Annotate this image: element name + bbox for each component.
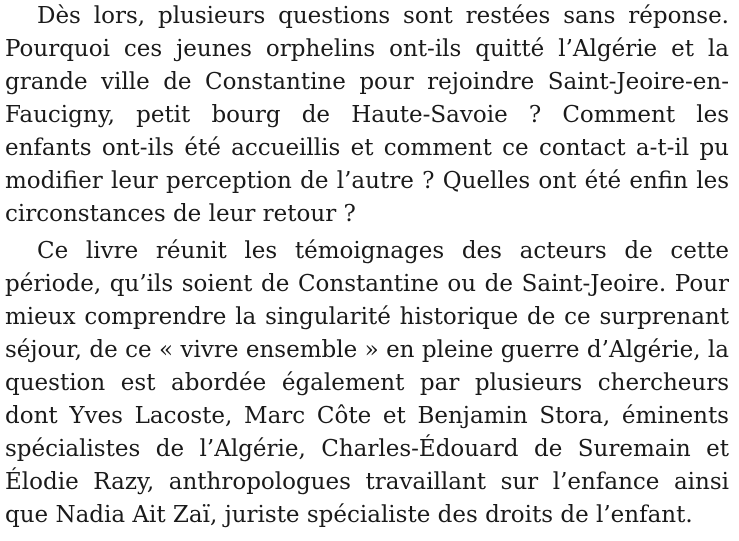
text-line: question est abordée également par plusieurs chercheurs xyxy=(5,370,729,396)
text-line: spécialistes de l’Algérie, Charles-Édouard de Suremain et xyxy=(5,436,729,462)
text-line: Faucigny, petit bourg de Haute-Savoie ? Comment les xyxy=(5,102,729,128)
text-line: modifier leur perception de l’autre ? Quelles ont été enfin les xyxy=(5,168,729,194)
text-line: que Nadia Ait Zaï, juriste spécialiste des droits de l’enfant. xyxy=(5,502,693,528)
text-line: Élodie Razy, anthropologues travaillant sur l’enfance ainsi xyxy=(5,469,729,495)
text-line: Ce livre réunit les témoignages des acteurs de cette xyxy=(37,238,729,264)
text-line: dont Yves Lacoste, Marc Côte et Benjamin Stora, éminents xyxy=(5,403,729,429)
text-line: mieux comprendre la singularité historique de ce surprenant xyxy=(5,304,729,330)
text-line: Dès lors, plusieurs questions sont restées sans réponse. xyxy=(37,3,729,29)
text-line: période, qu’ils soient de Constantine ou de Saint-Jeoire. Pour xyxy=(5,271,729,297)
text-line: circonstances de leur retour ? xyxy=(5,201,356,227)
text-line: enfants ont-ils été accueillis et comment ce contact a-t-il pu xyxy=(5,135,729,161)
text-line: séjour, de ce « vivre ensemble » en pleine guerre d’Algérie, la xyxy=(5,337,729,363)
text-line: Pourquoi ces jeunes orphelins ont-ils quitté l’Algérie et la xyxy=(5,36,729,62)
text-line: grande ville de Constantine pour rejoindre Saint-Jeoire-en- xyxy=(5,69,729,95)
